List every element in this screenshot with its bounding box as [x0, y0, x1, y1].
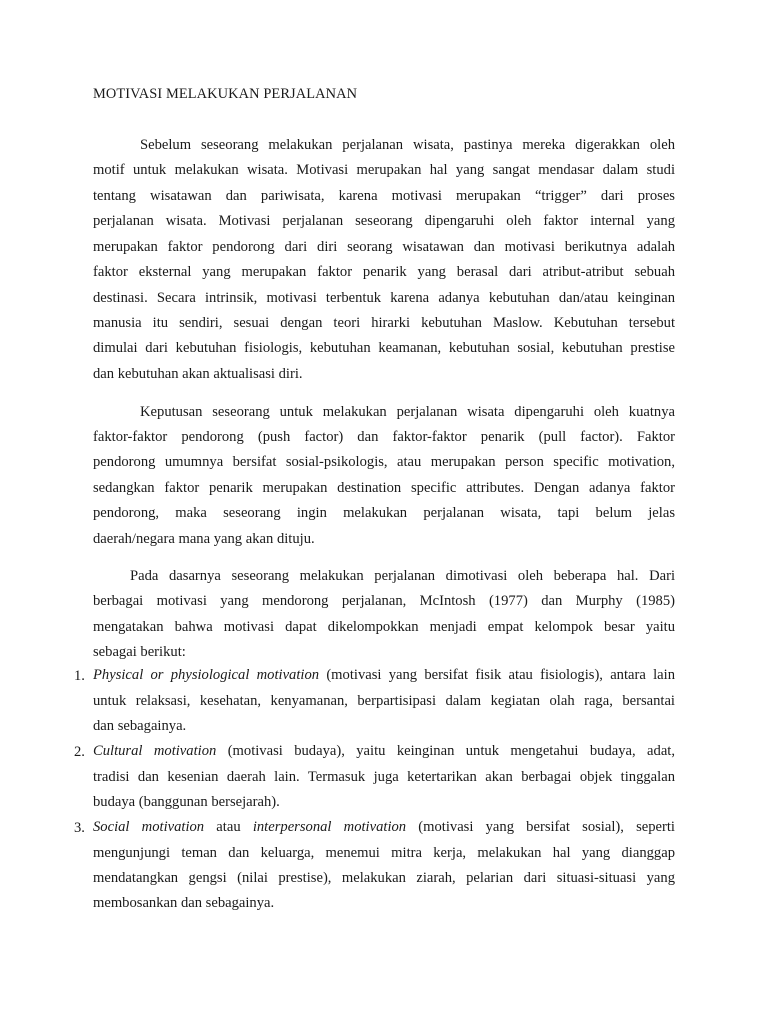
- paragraph-line: daerah/negara mana yang akan dituju.: [93, 531, 315, 547]
- list-term: interpersonal motivation: [252, 819, 407, 835]
- list-item-line: mendatangkan gengsi (nilai prestise), melakukan ziarah, pelarian dari situasi-situasi yang: [93, 870, 675, 886]
- paragraph-line: destinasi. Secara intrinsik, motivasi terbentuk karena adanya kebutuhan dan/atau keinginan: [93, 290, 675, 306]
- paragraph-line: mengatakan bahwa motivasi dapat dikelompokkan menjadi empat kelompok besar yaitu: [93, 619, 675, 635]
- paragraph-line: faktor eksternal yang merupakan faktor penarik yang berasal dari atribut-atribut sebuah: [93, 264, 675, 280]
- paragraph-line: pendorong umumnya bersifat sosial-psikologis, atau merupakan person specific motivation,: [93, 454, 675, 470]
- list-item-first-line: [93, 668, 675, 683]
- list-item-line: dan sebagainya.: [93, 718, 187, 734]
- list-number: 2.: [74, 744, 85, 760]
- paragraph-line: berbagai motivasi yang mendorong perjalanan, McIntosh (1977) dan Murphy (1985): [93, 593, 675, 609]
- list-text: atau: [204, 819, 253, 835]
- list-item-line: budaya (banggunan bersejarah).: [93, 794, 280, 810]
- paragraph-line: dimulai dari kebutuhan fisiologis, kebutuhan keamanan, kebutuhan sosial, kebutuhan prestise: [93, 340, 675, 356]
- list-item-line: untuk relaksasi, kesehatan, kenyamanan, berpartisipasi dalam kegiatan olah raga, bersantai: [93, 693, 675, 709]
- list-item-first-line: [93, 820, 675, 835]
- list-item-line: mengunjungi teman dan keluarga, menemui mitra kerja, melakukan hal yang dianggap: [93, 845, 675, 861]
- list-text: (motivasi yang bersifat fisik atau fisiologis), antara lain: [319, 667, 675, 683]
- paragraph-line: pendorong, maka seseorang ingin melakukan perjalanan wisata, tapi belum jelas: [93, 505, 675, 521]
- paragraph-line: sebagai berikut:: [93, 644, 186, 660]
- list-item-first-line: [93, 744, 675, 759]
- list-item-line: tradisi dan kesenian daerah lain. Termasuk juga ketertarikan akan berbagai objek tinggalan: [93, 769, 675, 785]
- list-number: 1.: [74, 668, 85, 684]
- list-text: (motivasi budaya), yaitu keinginan untuk mengetahui budaya, adat,: [216, 743, 676, 759]
- list-item-line: membosankan dan sebagainya.: [93, 895, 275, 911]
- list-term: Cultural motivation: [93, 743, 217, 759]
- paragraph-line: Keputusan seseorang untuk melakukan perjalanan wisata dipengaruhi oleh kuatnya: [140, 404, 675, 420]
- paragraph-line: motif untuk melakukan wisata. Motivasi merupakan hal yang sangat mendasar dalam studi: [93, 162, 675, 178]
- paragraph-line: tentang wisatawan dan pariwisata, karena motivasi merupakan “trigger” dari proses: [93, 188, 675, 204]
- list-term: Physical or physiological motivation: [93, 667, 320, 683]
- paragraph-line: manusia itu sendiri, sesuai dengan teori hirarki kebutuhan Maslow. Kebutuhan tersebut: [93, 315, 675, 331]
- paragraph-line: sedangkan faktor penarik merupakan destination specific attributes. Dengan adanya faktor: [93, 480, 675, 496]
- list-term: Social motivation: [93, 819, 205, 835]
- paragraph-line: Pada dasarnya seseorang melakukan perjalanan dimotivasi oleh beberapa hal. Dari: [130, 568, 675, 584]
- paragraph-line: Sebelum seseorang melakukan perjalanan wisata, pastinya mereka digerakkan oleh: [140, 137, 675, 153]
- list-number: 3.: [74, 820, 85, 836]
- list-text: (motivasi yang bersifat sosial), seperti: [406, 819, 675, 835]
- paragraph-line: dan kebutuhan akan aktualisasi diri.: [93, 366, 303, 382]
- page-title: MOTIVASI MELAKUKAN PERJALANAN: [93, 86, 358, 102]
- paragraph-line: perjalanan wisata. Motivasi perjalanan seseorang dipengaruhi oleh faktor internal yang: [93, 213, 675, 229]
- paragraph-line: merupakan faktor pendorong dari diri seorang wisatawan dan motivasi berikutnya adalah: [93, 239, 675, 255]
- paragraph-line: faktor-faktor pendorong (push factor) dan faktor-faktor penarik (pull factor). Faktor: [93, 429, 675, 445]
